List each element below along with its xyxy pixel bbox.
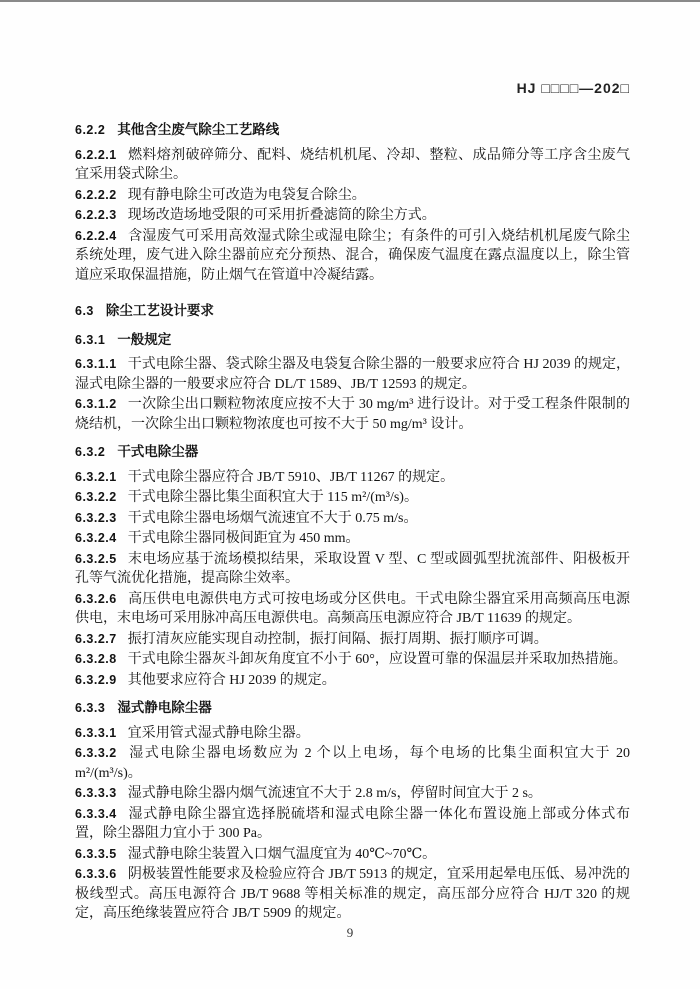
block-text: 湿式静电除尘器宜选择脱硫塔和湿式电除尘器一体化布置设施上部或分体式布置，除尘器阻力宜小于 300 Pa。 xyxy=(75,806,630,841)
block-number: 6.2.2.2 xyxy=(75,187,117,202)
doc-number-header: HJ □□□□—202□ xyxy=(516,80,630,96)
block-number: 6.3.2.6 xyxy=(75,591,117,606)
page-number: 9 xyxy=(346,925,354,940)
block-number: 6.2.2.1 xyxy=(75,147,117,162)
clause-paragraph xyxy=(75,468,630,488)
clause-paragraph xyxy=(75,784,630,804)
block-text: 末电场应基于流场模拟结果，采取设置 V 型、C 型或圆弧型扰流部件、阳极板开孔等气流优化措施，提高除尘效率。 xyxy=(75,551,630,586)
block-number: 6.3 xyxy=(75,304,94,318)
block-text: 其他含尘废气除尘工艺路线 xyxy=(117,122,280,138)
block-text: 除尘工艺设计要求 xyxy=(105,303,214,319)
clause-paragraph xyxy=(75,146,630,185)
section-heading xyxy=(75,302,630,322)
clause-paragraph xyxy=(75,550,630,589)
block-number: 6.3.3.5 xyxy=(75,846,117,861)
block-text: 一般规定 xyxy=(117,331,172,348)
block-number: 6.3.2.7 xyxy=(75,631,117,646)
section-heading xyxy=(75,121,630,141)
clause-paragraph xyxy=(75,206,630,226)
clause-paragraph xyxy=(75,488,630,508)
block-text: 现有静电除尘可改造为电袋复合除尘。 xyxy=(127,187,366,203)
block-text: 干式电除尘器、袋式除尘器及电袋复合除尘器的一般要求应符合 HJ 2039 的规定，湿式电除尘器的一般要求应符合 DL/T 1589、JB/T 12593 的规定。 xyxy=(75,357,630,392)
clause-paragraph xyxy=(75,529,630,549)
block-number: 6.3.2.2 xyxy=(75,490,117,504)
block-number: 6.2.2.4 xyxy=(75,228,117,243)
block-number: 6.3.2.1 xyxy=(75,469,117,484)
block-text: 干式电除尘器 xyxy=(117,444,199,460)
block-text: 宜采用管式湿式静电除尘器。 xyxy=(127,725,310,741)
clause-paragraph xyxy=(75,355,630,394)
block-number: 6.3.2.5 xyxy=(75,551,117,566)
clause-paragraph xyxy=(75,845,630,865)
section-heading xyxy=(75,331,630,351)
clause-paragraph xyxy=(75,865,630,924)
clause-paragraph xyxy=(75,630,630,650)
block-number: 6.3.2.3 xyxy=(75,510,117,525)
block-text: 含湿废气可采用高效湿式除尘或湿电除尘；有条件的可引入烧结机机尾废气除尘系统处理，废气进入除尘器前应充分预热、混合，确保废气温度在露点温度以上，除尘管道应采取保温措施，防止烟气在管道中冷凝结露。 xyxy=(75,228,630,283)
block-number: 6.3.2 xyxy=(75,445,106,459)
clause-paragraph xyxy=(75,509,630,529)
block-text: 干式电除尘器同极间距宜为 450 mm。 xyxy=(127,531,360,546)
section-heading xyxy=(75,699,630,719)
block-text: 干式电除尘器电场烟气流速宜不大于 0.75 m/s。 xyxy=(127,510,418,526)
block-number: 6.2.2.3 xyxy=(75,208,117,222)
block-number: 6.3.2.9 xyxy=(75,672,117,687)
block-number: 6.3.2.8 xyxy=(75,652,117,666)
clause-paragraph xyxy=(75,724,630,744)
block-number: 6.3.3.3 xyxy=(75,786,117,800)
document-body xyxy=(75,121,630,925)
block-text: 干式电除尘器比集尘面积宜大于 115 m²/(m³/s)。 xyxy=(127,490,418,505)
block-number: 6.3.1.2 xyxy=(75,397,117,411)
clause-paragraph xyxy=(75,590,630,629)
block-text: 高压供电电源供电方式可按电场或分区供电。干式电除尘器宜采用高频高压电源供电，末电场可采用脉冲高压电源供电。高频高压电源应符合 JB/T 11639 的规定。 xyxy=(75,591,630,626)
block-text: 燃料熔剂破碎筛分、配料、烧结机机尾、冷却、整粒、成品筛分等工序含尘废气宜采用袋式除尘。 xyxy=(75,147,630,182)
block-text: 一次除尘出口颗粒物浓度应按不大于 30 mg/m³ 进行设计。对于受工程条件限制的烧结机，一次除尘出口颗粒物浓度也可按不大于 50 mg/m³ 设计。 xyxy=(75,397,630,432)
block-number: 6.3.3.2 xyxy=(75,746,117,760)
block-text: 阴极装置性能要求及检验应符合 JB/T 5913 的规定，宜采用起晕电压低、易冲洗的极线型式。高压电源符合 JB/T 9688 等相关标准的规定，高压部分应符合 HJ/T 320 的规定，高压绝缘装置应符合 JB/T 5909 的规定。 xyxy=(75,867,630,921)
block-number: 6.3.3 xyxy=(75,701,106,715)
clause-paragraph xyxy=(75,744,630,783)
block-text: 湿式静电除尘器 xyxy=(117,700,212,716)
section-heading xyxy=(75,443,630,463)
clause-paragraph xyxy=(75,395,630,434)
block-number: 6.3.3.1 xyxy=(75,725,117,740)
clause-paragraph xyxy=(75,671,630,691)
clause-paragraph xyxy=(75,805,630,844)
block-text: 湿式静电除尘装置入口烟气温度宜为 40℃~70℃。 xyxy=(127,846,437,862)
block-text: 干式电除尘器灰斗卸灰角度宜不小于 60°，应设置可靠的保温层并采取加热措施。 xyxy=(127,652,627,667)
clause-paragraph xyxy=(75,227,630,286)
block-number: 6.3.3.6 xyxy=(75,867,117,881)
block-text: 振打清灰应能实现自动控制，振打间隔、振打周期、振打顺序可调。 xyxy=(127,631,548,647)
block-number: 6.2.2 xyxy=(75,123,106,137)
clause-paragraph xyxy=(75,650,630,670)
block-text: 其他要求应符合 HJ 2039 的规定。 xyxy=(127,672,336,688)
block-text: 干式电除尘器应符合 JB/T 5910、JB/T 11267 的规定。 xyxy=(127,469,455,485)
block-number: 6.3.3.4 xyxy=(75,806,117,821)
block-number: 6.3.1 xyxy=(75,332,106,347)
block-number: 6.3.2.4 xyxy=(75,531,117,545)
block-text: 湿式静电除尘器内烟气流速宜不大于 2.8 m/s，停留时间宜大于 2 s。 xyxy=(127,786,542,801)
clause-paragraph xyxy=(75,186,630,206)
block-number: 6.3.1.1 xyxy=(75,357,117,371)
block-text: 现场改造场地受限的可采用折叠滤筒的除尘方式。 xyxy=(127,208,436,223)
block-text: 湿式电除尘器电场数应为 2 个以上电场，每个电场的比集尘面积宜大于 20 m²/(m³/s)。 xyxy=(75,746,630,781)
